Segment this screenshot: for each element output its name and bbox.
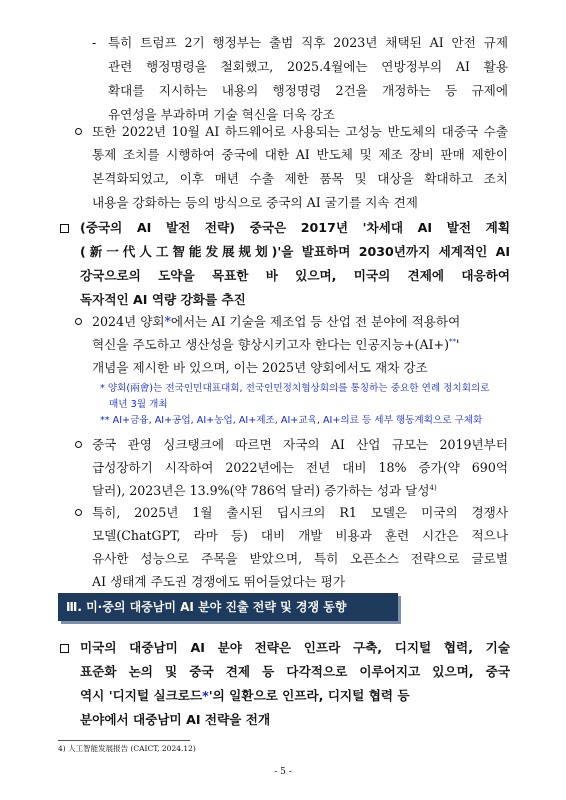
body-line: 혁신을 주도하고 생산성을 향상시키고자 한다는 인공지능+(AI+)**' [92,337,460,352]
heading-line: (新一代人工智能发展规划)'을 발표하며 2030년까지 세계적인 AI [80,244,510,259]
heading-line: 역시 '디지털 실크로드*'의 일환으로 인프라, 디지털 협력 등 [80,688,410,703]
heading-line: 독자적인 AI 역량 강화를 추진 [80,292,246,307]
body-line: 특히 트럼프 2기 행정부는 출범 직후 2023년 채택된 AI 안전 규제 [108,35,508,50]
note-line: ** AI+금융, AI+공업, AI+농업, AI+제조, AI+교육, AI+의료 등 세부 행동계획으로 구체화 [100,415,483,426]
footnote-rule [58,740,190,741]
body-line: 특히, 2025년 1월 출시된 딥시크의 R1 모델은 미국의 경쟁사 [92,505,508,520]
body-line: 통제 조치를 시행하여 중국에 대한 AI 반도체 및 제조 장비 판매 제한이 [92,147,508,162]
heading-line: 미국의 대중남미 AI 분야 전략은 인프라 구축, 디지털 협력, 기술 [80,640,510,655]
body-line: 또한 2022년 10월 AI 하드웨어로 사용되는 고성능 반도체의 대중국 수출 [92,124,508,139]
square-bullet-icon [60,224,69,233]
note-line: 매년 3월 개최 [109,399,168,410]
body-line: 본격화되었고, 이후 매년 수출 제한 품목 및 대상을 확대하고 조치 [92,171,508,186]
body-line: 개념을 제시한 바 있으며, 이는 2025년 양회에서도 재차 강조 [92,360,428,375]
body-line: AI 생태계 주도권 경쟁에도 뛰어들었다는 평가 [92,574,346,589]
body-line: 유사한 성능으로 주목을 받았으며, 특히 오픈소스 전략으로 글로벌 [92,551,508,566]
square-bullet-icon [60,644,69,653]
body-line: 내용을 강화하는 등의 방식으로 중국의 AI 굴기를 지속 견제 [92,195,418,210]
page-number: - 5 - [274,767,292,777]
circle-bullet-icon [75,509,82,516]
footnote: 4) 人工智能发展报告 (CAICT, 2024.12) [58,744,196,753]
body-line: 관련 행정명령을 철회했고, 2025.4월에는 연방정부의 AI 활용 [108,59,508,74]
body-line: 급성장하기 시작하여 2022년에는 전년 대비 18% 증가(약 690억 [92,460,508,475]
circle-bullet-icon [75,441,82,448]
body-line: 중국 관영 싱크탱크에 따르면 자국의 AI 산업 규모는 2019년부터 [92,437,508,452]
note-line: * 양회(兩會)는 전국인민대표대회, 전국인민정치협상회의를 통칭하는 중요한 연례 정치회의로 [100,383,490,394]
body-line: 확대를 지시하는 내용의 행정명령 2건을 개정하는 등 규제에 [108,83,508,98]
section-title: Ⅲ. 미·중의 대중남미 AI 분야 진출 전략 및 경쟁 동향 [66,600,347,614]
heading-line: (중국의 AI 발전 전략) 중국은 2017년 '차세대 AI 발전 계획 [80,220,510,235]
body-line: 달러), 2023년은 13.9%(약 786억 달러) 증가하는 성과 달성$^{4)}$ [92,483,437,498]
body-line: 모델(ChatGPT, 라마 등) 대비 개발 비용과 훈련 시간은 적으나 [92,528,508,543]
body-line: 2024년 양회*에서는 AI 기술을 제조업 등 산업 전 분야에 적용하여 [92,314,461,329]
heading-line: 분야에서 대중남미 AI 전략을 전개 [80,712,271,727]
heading-line: 강국으로의 도약을 목표한 바 있으며, 미국의 견제에 대응하여 [80,268,510,283]
dash-bullet: - [92,35,97,50]
heading-line: 표준화 논의 및 중국 견제 등 다각적으로 이루어지고 있으며, 중국 [80,664,510,679]
body-line: 유연성을 부과하며 기술 혁신을 더욱 강조 [108,107,335,122]
circle-bullet-icon [75,128,82,135]
circle-bullet-icon [75,318,82,325]
